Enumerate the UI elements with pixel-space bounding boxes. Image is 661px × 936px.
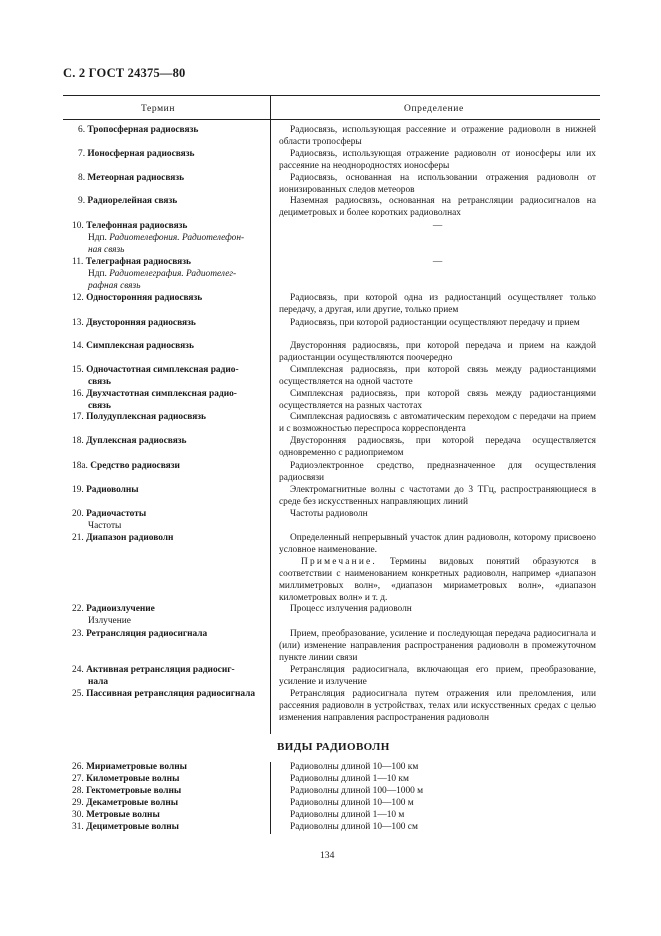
term-row (78, 196, 177, 208)
definition-text: Радиоволны длиной 10—100 км (290, 762, 419, 772)
term-name: Двухчастотная симплексная радио- (86, 389, 237, 399)
term-row (72, 665, 235, 677)
term-number: 20. (72, 509, 84, 519)
definition-text: Электромагнитные волны с частотами до 3 ТГц, распространяющиеся в среде без искусственных направляющих линий (279, 485, 596, 507)
definition-text: Радиоволны длиной 10—100 см (290, 822, 418, 832)
definition-text: Наземная радиосвязь, основанная на ретрансляции радиосигналов на дециметровых и более коротких радиоволнах (279, 196, 596, 218)
term-row (72, 509, 146, 521)
note-text: Термины видовых понятий образуются в соответствии с наименованием конкретных радиоволн, например «диапазон миллиметровых волн», «диапазон мириаметровых волн», «диапазон километровых волн» и т. д. (279, 557, 597, 603)
term-name: Телефонная радиосвязь (86, 221, 188, 231)
term-name: Радиоизлучение (86, 604, 155, 614)
definition-text: Ретрансляция радиосигнала, включающая его прием, преобразование, усиление и излучение (279, 665, 596, 687)
term-synonym: Излучение (88, 616, 131, 626)
term-name: Мириаметровые волны (86, 762, 187, 772)
term-number: 30. (72, 810, 84, 820)
term-name: Двусторонняя радиосвязь (86, 318, 196, 328)
term-row (72, 774, 179, 786)
term-name: Диапазон радиоволн (86, 533, 174, 543)
term-name: Средство радиосвязи (90, 461, 180, 471)
definition-text: Прием, преобразование, усиление и последующая передача радиосигнала и (или) изменение направления распространения радиоволн в промежуточном пункте линии связи (279, 629, 596, 663)
term-name: Километровые волны (86, 774, 180, 784)
definition-note (279, 557, 596, 605)
term-number: 28. (72, 786, 84, 796)
term-number: 15. (72, 365, 84, 375)
definition-text: Двусторонняя радиосвязь, при которой передача и прием на каждой радиостанции осуществляются поочередно (279, 341, 596, 363)
section-title: ВИДЫ РАДИОВОЛН (277, 741, 390, 753)
term-name: Симплексная радиосвязь (86, 341, 194, 351)
term-number: 18. (72, 436, 84, 446)
term-name: Радиочастоты (86, 509, 147, 519)
term-name: Метровые волны (86, 810, 160, 820)
definition-text: Радиосвязь, использующая отражение радиоволн от ионосферы или их рассеяние на неоднородностях ионосферы (279, 149, 596, 171)
definition-text: Радиоволны длиной 10—100 м (290, 798, 414, 808)
definition-text: Радиоволны длиной 100—1000 м (290, 786, 424, 796)
definition-text: Определенный непрерывный участок длин радиоволн, которому присвоено условное наименование. (279, 533, 596, 555)
note-label: Примечание. (301, 557, 377, 567)
definition-text: Процесс излучения радиоволн (290, 604, 412, 614)
term-number: 18а. (72, 461, 88, 471)
term-row (72, 461, 180, 473)
term-row (72, 318, 196, 330)
term-name: Декаметровые волны (86, 798, 179, 808)
term-row (72, 436, 187, 448)
term-row (78, 125, 198, 137)
term-number: 31. (72, 822, 84, 832)
term-row (72, 293, 202, 305)
term-row (72, 533, 173, 545)
term-name-cont: связь (88, 401, 111, 411)
column-divider (270, 120, 271, 734)
term-number: 7. (78, 149, 86, 159)
term-synonym: Частоты (88, 521, 122, 531)
term-row (72, 810, 160, 822)
term-row (72, 257, 191, 269)
column-divider-waves (270, 762, 271, 834)
definition-text: Двусторонняя радиосвязь, при которой передача осуществляется одновременно с радиоприемом (279, 436, 596, 458)
definition-text: Симплексная радиосвязь с автоматическим переходом с передачи на прием и с возможностью переспроса корреспондента (279, 412, 596, 434)
page-number: 134 (320, 850, 335, 861)
term-row (72, 762, 187, 774)
term-name: Радиоволны (86, 485, 139, 495)
term-number: 19. (72, 485, 84, 495)
term-number: 27. (72, 774, 84, 784)
term-number: 23. (72, 629, 84, 639)
definition-text: Симплексная радиосвязь, при которой связь между радиостанциями осуществляется на разных частотах (279, 389, 596, 411)
definition-text: Ретрансляция радиосигнала путем отражения или преломления, или рассеяния радиоволн в устройствах, телах или искусственных средах с целью изменения направления распространения радиоволн (279, 689, 596, 723)
term-name: Ретрансляция радиосигнала (86, 629, 208, 639)
definition-text: Радиосвязь, основанная на использовании отражения радиоволн от ионизированных следов метеоров (279, 173, 596, 195)
term-row (72, 786, 181, 798)
term-name: Тропосферная радиосвязь (87, 125, 199, 135)
definition-text: Радиоволны длиной 1—10 км (290, 774, 409, 784)
term-row (72, 629, 207, 641)
term-row (72, 389, 237, 401)
term-name: Дециметровые волны (86, 822, 179, 832)
term-name: Метеорная радиосвязь (87, 173, 185, 183)
term-number: 16. (72, 389, 84, 399)
column-header-definition: Определение (404, 104, 464, 114)
term-name: Дуплексная радиосвязь (86, 436, 187, 446)
definition-text: Симплексная радиосвязь, при которой связь между радиостанциями осуществляется на одной частоте (279, 365, 596, 387)
term-name: Пассивная ретрансляция радиосигнала (86, 689, 256, 699)
term-number: 22. (72, 604, 84, 614)
definition-text: Радиосвязь, при которой радиостанции осуществляют передачу и прием (290, 318, 580, 328)
table-top-rule (63, 95, 600, 96)
page-header: С. 2 ГОСТ 24375—80 (63, 66, 186, 80)
rejected-synonym: Ндп. Радиотелефония. Радиотелефон- (88, 233, 245, 243)
term-name-cont: связь (88, 377, 111, 387)
definition-text: Радиосвязь, использующая рассеяние и отражение радиоволн в нижней области тропосферы (279, 125, 596, 147)
term-name: Одночастотная симплексная радио- (86, 365, 239, 375)
term-number: 10. (72, 221, 84, 231)
definition-text: Радиоэлектронное средство, предназначенное для осуществления радиосвязи (279, 461, 596, 483)
term-number: 29. (72, 798, 84, 808)
term-row (72, 689, 255, 701)
term-name: Телеграфная радиосвязь (85, 257, 191, 267)
term-number: 6. (78, 125, 86, 135)
term-row (72, 485, 139, 497)
definition-text: Радиоволны длиной 1—10 м (290, 810, 405, 820)
term-number: 12. (72, 293, 84, 303)
term-number: 25. (72, 689, 84, 699)
table-header-rule (63, 119, 600, 120)
definition-dash: — (432, 221, 443, 231)
term-name: Ионосферная радиосвязь (87, 149, 195, 159)
term-name: Гектометровые волны (86, 786, 182, 796)
term-number: 11. (72, 257, 84, 267)
term-number: 9. (78, 196, 86, 206)
definition-text: Радиосвязь, при которой одна из радиостанций осуществляет только передачу, а другая, или другие, только прием (279, 293, 596, 315)
term-number: 14. (72, 341, 84, 351)
term-number: 26. (72, 762, 84, 772)
definition-dash: — (432, 257, 443, 267)
term-row (78, 173, 184, 185)
term-name: Радиорелейная связь (87, 196, 178, 206)
term-row (72, 365, 239, 377)
column-divider-header (270, 95, 271, 119)
term-number: 13. (72, 318, 84, 328)
term-name: Односторонняя радиосвязь (86, 293, 203, 303)
term-name: Активная ретрансляция радиосиг- (86, 665, 235, 675)
term-row (78, 149, 194, 161)
term-number: 8. (78, 173, 86, 183)
term-row (72, 798, 178, 810)
definition-text: Частоты радиоволн (290, 509, 368, 519)
term-row (72, 221, 187, 233)
rejected-synonym-cont: рафная связь (88, 281, 141, 291)
column-header-term: Термин (141, 104, 176, 114)
term-name: Полудуплексная радиосвязь (86, 412, 206, 422)
term-row (72, 341, 194, 353)
term-number: 17. (72, 412, 84, 422)
term-row (72, 822, 179, 834)
term-row (72, 604, 155, 616)
term-row (72, 412, 206, 424)
rejected-synonym-cont: ная связь (88, 245, 125, 255)
term-number: 21. (72, 533, 84, 543)
term-name-cont: нала (88, 677, 109, 687)
term-number: 24. (72, 665, 84, 675)
rejected-synonym: Ндп. Радиотелеграфия. Радиотелег- (88, 269, 237, 279)
